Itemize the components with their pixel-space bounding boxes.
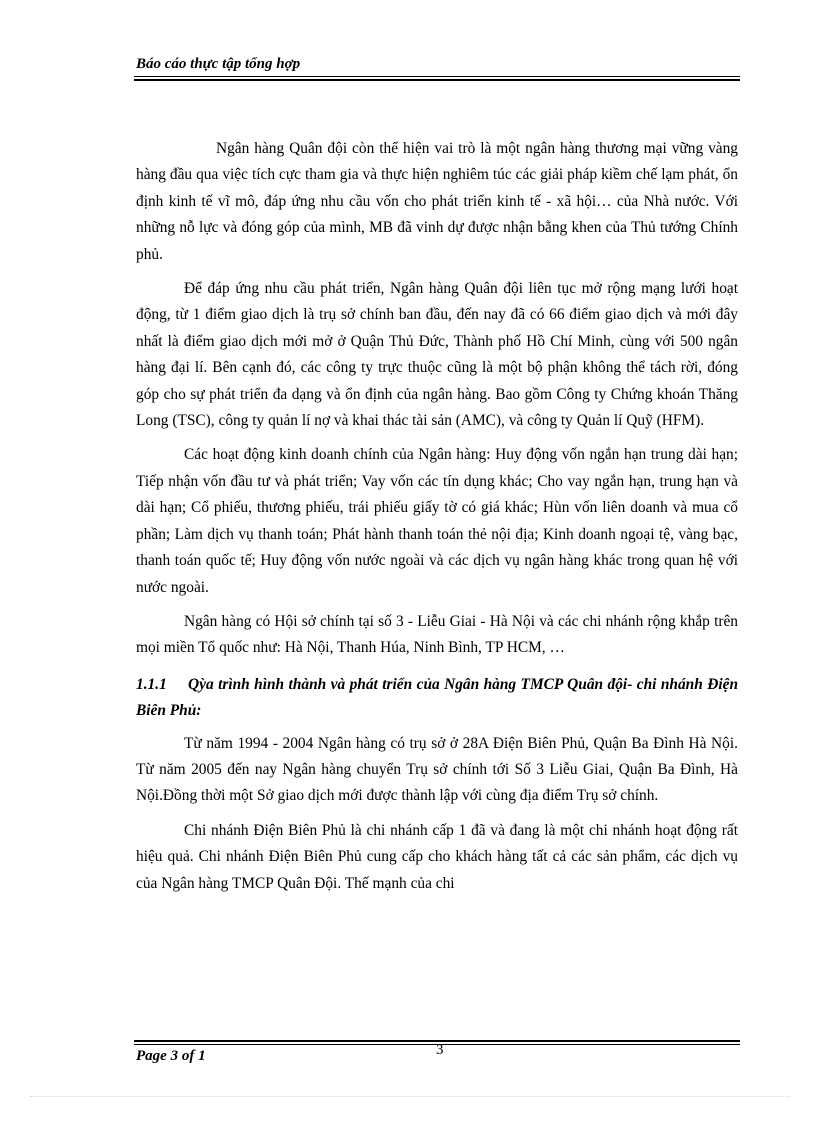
paragraph: Ngân hàng Quân đội còn thể hiện vai trò là một ngân hàng thương mại vững vàng hàng đầu qua việc tích cực tham gia và thực hiện nghiêm túc các giải pháp kiềm chế lạm phát, ổn định kinh tế vĩ mô, đáp ứng nhu cầu vốn cho phát triển kinh tế - xã hội… của Nhà nước. Với những nỗ lực và đóng góp của mình, MB đã vinh dự được nhận bằng khen của Thủ tướng Chính phủ. bbox=[136, 140, 738, 263]
paragraph: Chi nhánh Điện Biên Phủ là chi nhánh cấp 1 đã và đang là một chi nhánh hoạt động rất hiệu quả. Chi nhánh Điện Biên Phủ cung cấp cho khách hàng tất cả các sản phẩm, các dịch vụ của Ngân hàng TMCP Quân Đội. Thế mạnh của chi bbox=[136, 821, 738, 892]
paragraph: Các hoạt động kinh doanh chính của Ngân hàng: Huy động vốn ngắn hạn trung dài hạn; Tiếp nhận vốn đầu tư và phát triển; Vay vốn các tín dụng khác; Cho vay ngắn hạn, trung hạn và dài hạn; Cổ phiếu, thương phiếu, trái phiếu giấy tờ có giá khác; Hùn vốn liên doanh và mua cổ phần; Làm dịch vụ thanh toán; Phát hành thanh toán thẻ nội địa; Kinh doanh ngoại tệ, vàng bạc, thanh toán quốc tế; Huy động vốn nước ngoài và các dịch vụ ngân hàng khác trong quan hệ với nước ngoài. bbox=[136, 446, 738, 596]
paragraph: Từ năm 1994 - 2004 Ngân hàng có trụ sở ở 28A Điện Biên Phủ, Quận Ba Đình Hà Nội. Từ năm 2005 đến nay Ngân hàng chuyển Trụ sở chính tới Số 3 Liễu Giai, Quận Ba Đình, Hà Nội.Đồng thời một Sở giao dịch mới được thành lập với cùng địa điểm Trụ sở chính. bbox=[136, 734, 738, 805]
paragraph: Để đáp ứng nhu cầu phát triển, Ngân hàng Quân đội liên tục mở rộng mạng lưới hoạt động, từ 1 điểm giao dịch là trụ sở chính ban đầu, đến nay đã có 66 điểm giao dịch và mới đây nhất là điểm giao dịch mới mở ở Quận Thủ Đức, Thành phố Hồ Chí Minh, cùng với 500 ngân hàng đại lí. Bên cạnh đó, các công ty trực thuộc cũng là một bộ phận không thể tách rời, đóng góp cho sự phát triển đa dạng và ổn định của ngân hàng. Bao gồm Công ty Chứng khoán Thăng Long (TSC), công ty quản lí nợ và khai thác tài sản (AMC), và công ty Quản lí Quỹ (HFM). bbox=[136, 280, 738, 430]
page-boundary-dots bbox=[30, 1096, 790, 1097]
section-title: Qỳa trình hình thành và phát triển của Ngân hàng TMCP Quân đội- chi nhánh Điện Biên Phủ: bbox=[136, 675, 738, 720]
header-rule-thin bbox=[134, 76, 740, 77]
document-body bbox=[136, 136, 738, 905]
page-label: Page 3 of 1 bbox=[136, 1048, 206, 1064]
page-number: 3 bbox=[436, 1042, 444, 1058]
header-rule-thick bbox=[134, 79, 740, 81]
section-number: 1.1.1 bbox=[136, 675, 167, 693]
section-heading bbox=[136, 672, 738, 725]
paragraph: Ngân hàng có Hội sở chính tại số 3 - Liễu Giai - Hà Nội và các chi nhánh rộng khắp trên mọi miền Tổ quốc như: Hà Nội, Thanh Húa, Ninh Bình, TP HCM, … bbox=[136, 612, 738, 657]
header-title: Báo cáo thực tập tổng hợp bbox=[136, 56, 301, 72]
